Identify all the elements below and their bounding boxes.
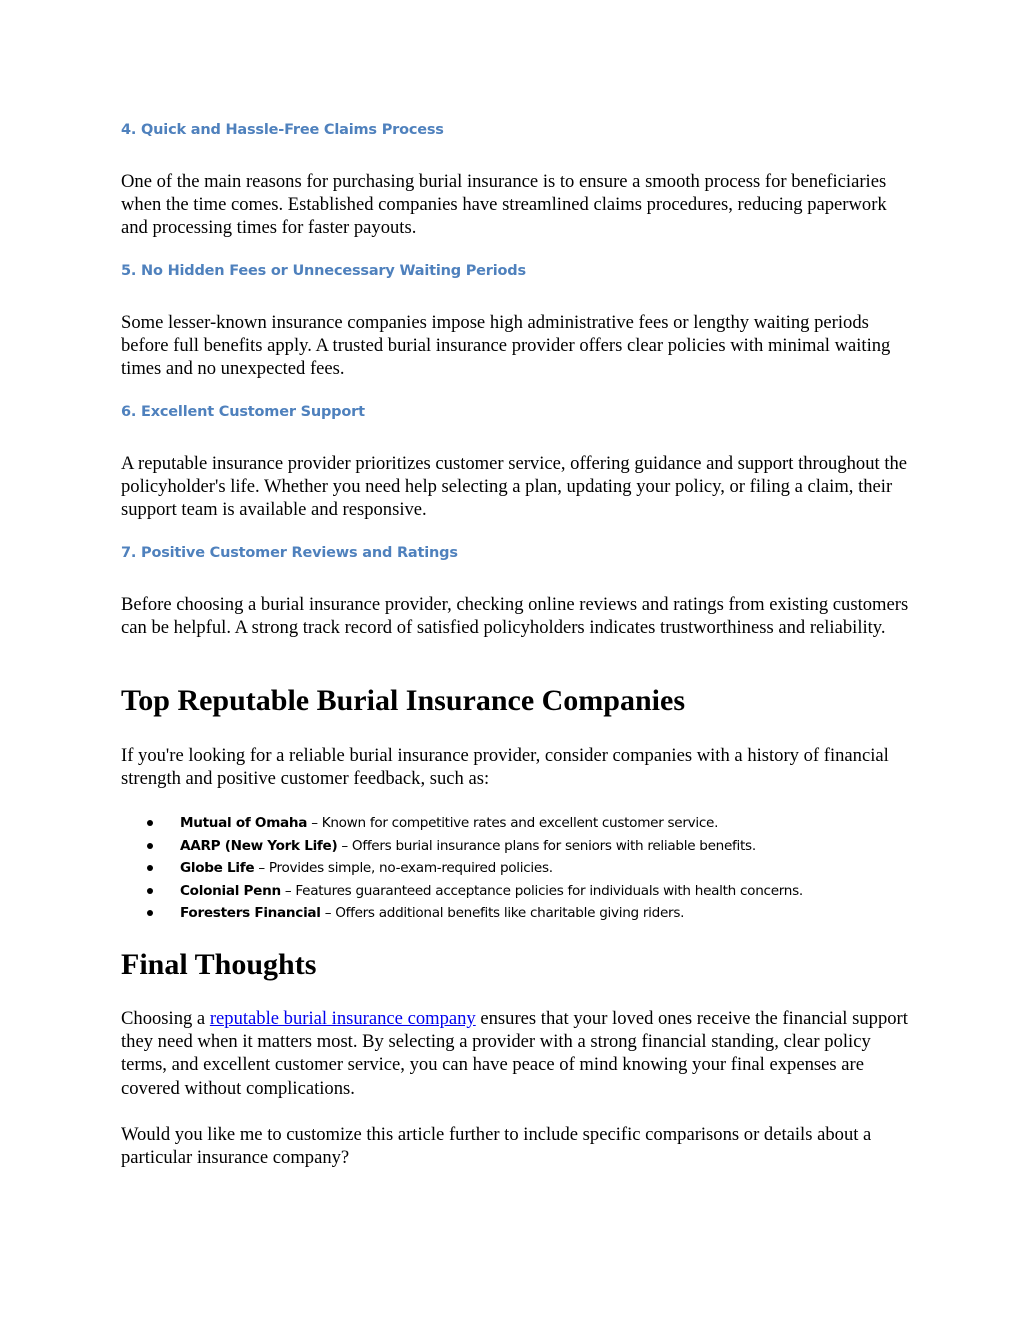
company-description: – Known for competitive rates and excellent customer service. <box>307 815 719 831</box>
list-item <box>121 880 911 903</box>
final-text-after-link: ensures that your loved ones receive the financial support they need when it matters most. By selecting a provider with a strong financial standing, clear policy terms, and excellent customer service, you can have peace of mind knowing your final expenses are covered without complications. <box>121 1008 908 1099</box>
final-thoughts-heading: Final Thoughts <box>121 948 317 981</box>
company-description: – Features guaranteed acceptance policies for individuals with health concerns. <box>280 882 803 899</box>
bullet-icon <box>147 910 153 916</box>
final-text-before-link: Choosing a <box>121 1008 210 1029</box>
final-thoughts-paragraph <box>121 1007 911 1100</box>
section-body-hidden-fees: Some lesser-known insurance companies impose high administrative fees or lengthy waiting periods before full benefits apply. A trusted burial insurance provider offers clear policies with minimal waiting times and no unexpected fees. <box>121 312 891 380</box>
section-heading-hidden-fees: 5. No Hidden Fees or Unnecessary Waiting Periods <box>121 263 526 279</box>
company-description: – Offers additional benefits like charitable giving riders. <box>320 905 685 922</box>
list-item <box>121 812 911 835</box>
companies-intro: If you're looking for a reliable burial insurance provider, consider companies with a history of financial strength and positive customer feedback, such as: <box>121 745 889 790</box>
list-item <box>121 857 911 880</box>
reputable-company-link[interactable]: reputable burial insurance company <box>209 1008 476 1029</box>
list-item <box>121 835 911 858</box>
bullet-icon <box>147 820 153 826</box>
company-description: – Offers burial insurance plans for seniors with reliable benefits. <box>337 837 756 854</box>
section-body-customer-support: A reputable insurance provider prioritizes customer service, offering guidance and support throughout the policyholder's life. Whether you need help selecting a plan, updating your policy, or filing a claim, their support team is available and responsive. <box>121 453 908 521</box>
section-heading-customer-reviews: 7. Positive Customer Reviews and Ratings <box>121 545 458 561</box>
company-name: Colonial Penn <box>180 882 281 899</box>
section-heading-customer-support: 6. Excellent Customer Support <box>121 404 365 420</box>
company-name: Foresters Financial <box>180 905 321 922</box>
section-body-claims-process: One of the main reasons for purchasing burial insurance is to ensure a smooth process for beneficiaries when the time comes. Established companies have streamlined claims procedures, reducing paperwork and processing times for faster payouts. <box>121 171 887 239</box>
company-name: Globe Life <box>180 860 255 877</box>
bullet-icon <box>147 888 153 894</box>
companies-heading: Top Reputable Burial Insurance Companies <box>121 684 685 717</box>
list-item <box>121 902 911 925</box>
bullet-icon <box>147 865 153 871</box>
section-heading-claims-process: 4. Quick and Hassle-Free Claims Process <box>121 122 444 138</box>
companies-list <box>121 812 911 925</box>
company-name: Mutual of Omaha <box>180 815 308 831</box>
section-body-customer-reviews: Before choosing a burial insurance provider, checking online reviews and ratings from existing customers can be helpful. A strong track record of satisfied policyholders indicates trustworthiness and reliability. <box>121 594 909 639</box>
closing-question: Would you like me to customize this article further to include specific comparisons or details about a particular insurance company? <box>121 1124 872 1169</box>
company-name: AARP (New York Life) <box>180 837 338 854</box>
bullet-icon <box>147 843 153 849</box>
company-description: – Provides simple, no-exam-required policies. <box>254 860 553 877</box>
